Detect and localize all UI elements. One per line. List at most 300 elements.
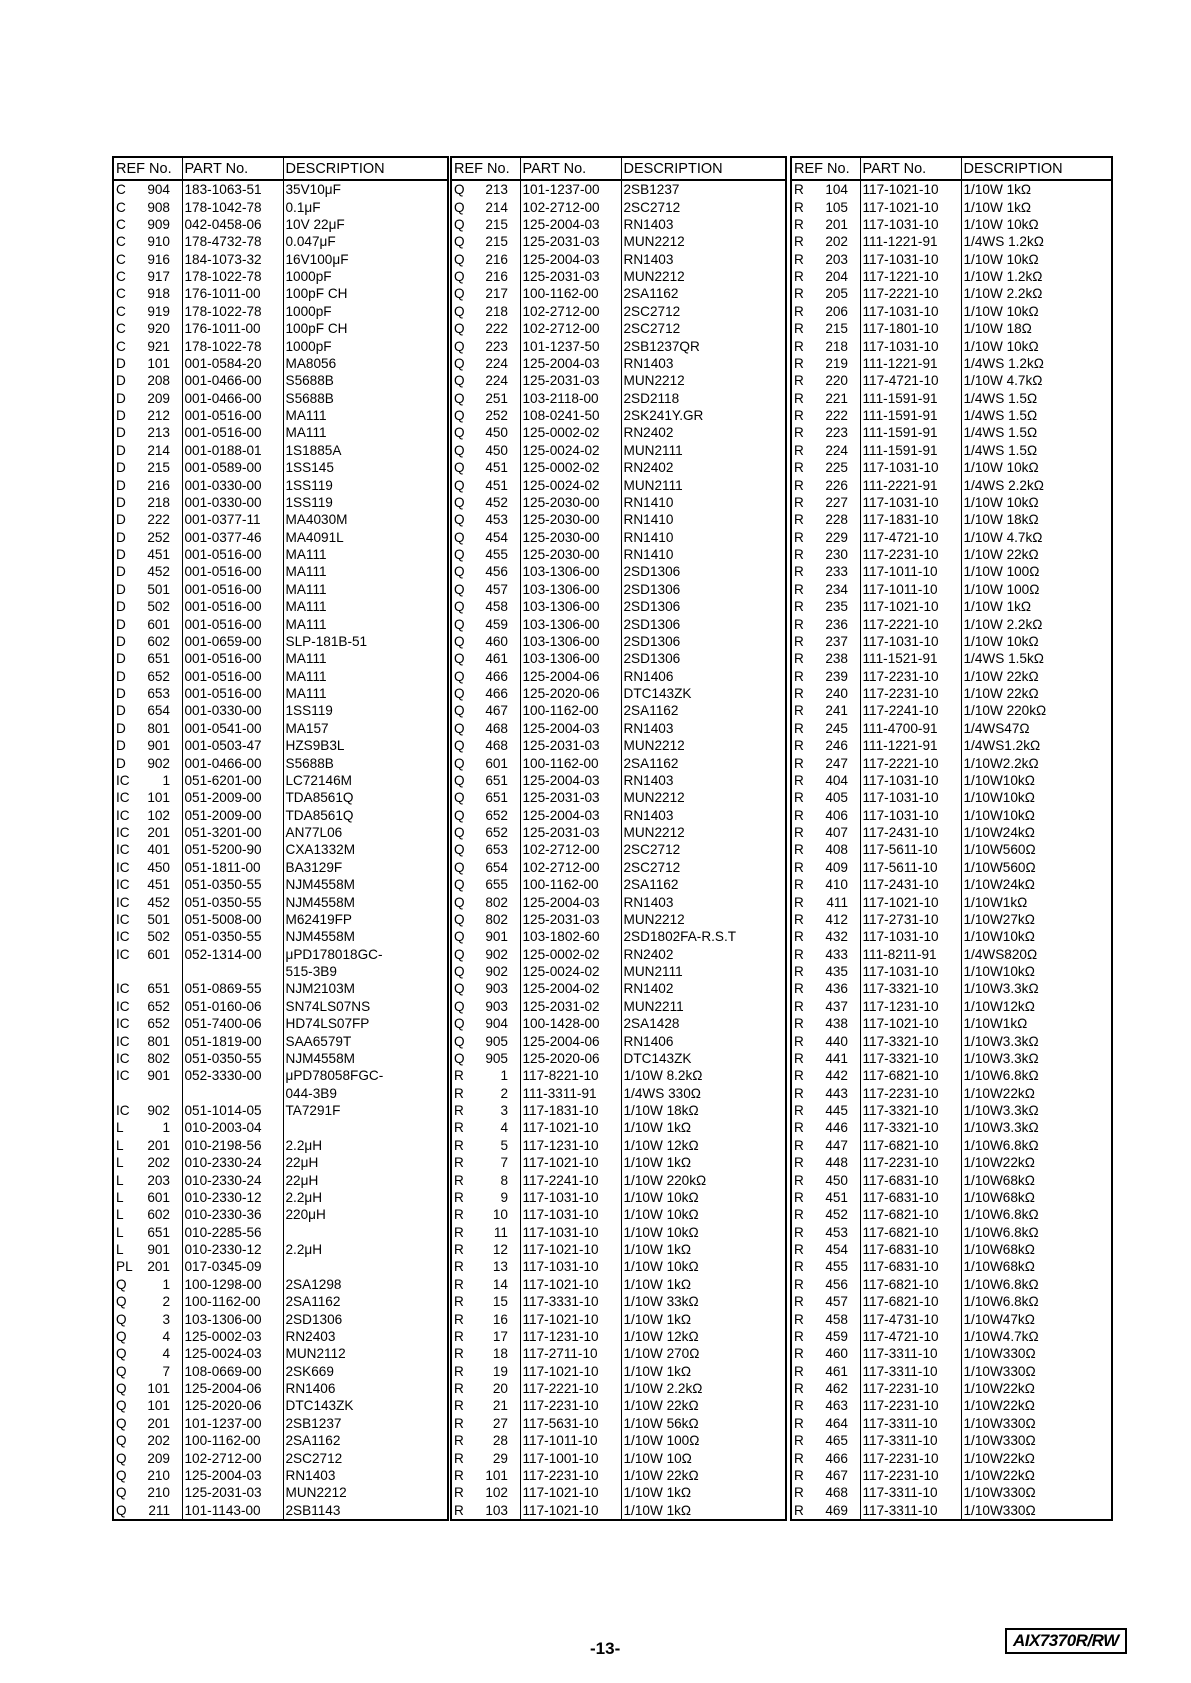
- part-number: 001-0516-00: [182, 668, 283, 685]
- table-row: [114, 1241, 447, 1258]
- ref-number: 921: [147, 338, 170, 354]
- part-number: 001-0516-00: [182, 424, 283, 441]
- ref-number: 451: [825, 1189, 848, 1205]
- ref-cell: [114, 337, 182, 354]
- description: 1/10W 220kΩ: [623, 1172, 707, 1188]
- ref-number: 209: [147, 1450, 170, 1466]
- ref-cell: [792, 320, 860, 337]
- ref-cell: [452, 720, 520, 737]
- table-row: [114, 233, 447, 250]
- ref-type: R: [794, 477, 804, 493]
- ref-type: R: [794, 738, 804, 754]
- table-row: [792, 1293, 1111, 1310]
- part-number: 051-5200-90: [182, 841, 283, 858]
- ref-type: IC: [116, 1103, 130, 1119]
- ref-type: R: [794, 1259, 804, 1275]
- table-row: [452, 772, 785, 789]
- ref-type: C: [116, 338, 126, 354]
- description: 1/10W10kΩ: [963, 772, 1035, 788]
- part-number: 117-3321-10: [860, 1102, 961, 1119]
- description: SAA6579T: [285, 1033, 352, 1049]
- part-number: 117-6821-10: [860, 1276, 961, 1293]
- ref-cell: [114, 789, 182, 806]
- ref-cell: [792, 841, 860, 858]
- part-number: 001-0330-00: [182, 702, 283, 719]
- ref-number: 916: [147, 251, 170, 267]
- table-row: [452, 928, 785, 945]
- ref-type: Q: [454, 946, 465, 962]
- ref-type: IC: [116, 1016, 130, 1032]
- ref-cell: [792, 1415, 860, 1432]
- table-row: [452, 633, 785, 650]
- ref-number: 102: [485, 1485, 508, 1501]
- ref-type: IC: [116, 894, 130, 910]
- ref-cell: [114, 720, 182, 737]
- part-number: 117-1031-10: [860, 772, 961, 789]
- table-row: [792, 1380, 1111, 1397]
- ref-number: 202: [147, 1433, 170, 1449]
- table-row: [114, 1085, 447, 1102]
- table-row: [114, 1484, 447, 1501]
- ref-type: D: [116, 494, 126, 510]
- part-number: 125-2004-03: [520, 772, 621, 789]
- ref-type: Q: [454, 564, 465, 580]
- table-row: [792, 459, 1111, 476]
- description: 1/10W3.3kΩ: [963, 1050, 1039, 1066]
- ref-cell: [114, 633, 182, 650]
- description: 1/4WS 1.2kΩ: [963, 355, 1044, 371]
- ref-type: Q: [116, 1363, 127, 1379]
- ref-cell: [792, 668, 860, 685]
- ref-number: 903: [485, 998, 508, 1014]
- description: 2SC2712: [623, 199, 681, 215]
- description: 2SB1143: [285, 1502, 341, 1518]
- ref-type: R: [794, 1242, 804, 1258]
- table-row: [792, 1154, 1111, 1171]
- ref-number: 235: [825, 599, 848, 615]
- ref-number: 452: [147, 564, 170, 580]
- description: MA111: [285, 425, 327, 441]
- part-number: 010-2198-56: [182, 1137, 283, 1154]
- ref-cell: [114, 511, 182, 528]
- ref-number: 18: [492, 1346, 508, 1362]
- ref-number: 214: [147, 442, 170, 458]
- table-row: [452, 789, 785, 806]
- ref-number: 468: [485, 720, 508, 736]
- ref-cell: [452, 303, 520, 320]
- ref-type: Q: [454, 199, 465, 215]
- ref-cell: [114, 303, 182, 320]
- table-row: [452, 598, 785, 615]
- table-row: [114, 529, 447, 546]
- table-row: [114, 251, 447, 268]
- ref-type: R: [454, 1242, 464, 1258]
- ref-cell: [114, 893, 182, 910]
- part-number: 001-0466-00: [182, 372, 283, 389]
- ref-number: 466: [485, 668, 508, 684]
- ref-number: 215: [825, 321, 848, 337]
- part-number: 125-2031-03: [182, 1484, 283, 1501]
- ref-number: 1: [500, 1068, 508, 1084]
- part-number: 108-0669-00: [182, 1363, 283, 1380]
- ref-type: Q: [454, 373, 465, 389]
- table-row: [792, 1310, 1111, 1327]
- table-row: [452, 911, 785, 928]
- ref-cell: [114, 529, 182, 546]
- ref-number: 216: [485, 269, 508, 285]
- ref-cell: [452, 1171, 520, 1188]
- description: 0.1μF: [285, 199, 321, 215]
- part-number: 117-1031-10: [860, 928, 961, 945]
- part-number: 117-3311-10: [860, 1484, 961, 1501]
- part-number: 125-2031-02: [520, 998, 621, 1015]
- ref-number: 9: [500, 1189, 508, 1205]
- ref-number: 210: [147, 1485, 170, 1501]
- part-number: 103-1306-00: [520, 615, 621, 632]
- ref-type: D: [116, 686, 126, 702]
- ref-cell: [792, 198, 860, 215]
- ref-cell: [452, 911, 520, 928]
- part-number: 125-2004-03: [182, 1467, 283, 1484]
- part-number: 117-1031-10: [860, 963, 961, 980]
- ref-cell: [792, 372, 860, 389]
- ref-type: Q: [454, 408, 465, 424]
- part-number: 117-6821-10: [860, 1224, 961, 1241]
- table-row: [452, 1241, 785, 1258]
- ref-type: Q: [454, 269, 465, 285]
- description: RN1403: [623, 355, 674, 371]
- ref-cell: [452, 1345, 520, 1362]
- ref-cell: [452, 685, 520, 702]
- description: 1/10W3.3kΩ: [963, 1120, 1039, 1136]
- description: RN2402: [623, 425, 674, 441]
- ref-number: 454: [485, 529, 508, 545]
- table-row: [792, 824, 1111, 841]
- table-row: [452, 476, 785, 493]
- part-number: 100-1162-00: [520, 285, 621, 302]
- table-row: [792, 911, 1111, 928]
- part-number: 001-0516-00: [182, 581, 283, 598]
- ref-cell: [792, 285, 860, 302]
- ref-cell: [114, 1241, 182, 1258]
- ref-cell: [792, 303, 860, 320]
- ref-number: 21: [492, 1398, 508, 1414]
- ref-cell: [114, 615, 182, 632]
- ref-type: R: [794, 1311, 804, 1327]
- description: 1/10W6.8kΩ: [963, 1294, 1039, 1310]
- part-number: 051-6201-00: [182, 772, 283, 789]
- ref-type: R: [454, 1467, 464, 1483]
- ref-cell: [114, 233, 182, 250]
- ref-cell: [452, 598, 520, 615]
- part-number: 125-2020-06: [520, 685, 621, 702]
- description: 1/10W 10kΩ: [963, 633, 1039, 649]
- ref-type: D: [116, 547, 126, 563]
- ref-number: 651: [147, 981, 170, 997]
- description: 1/10W 100Ω: [963, 564, 1040, 580]
- part-number: 117-6821-10: [860, 1137, 961, 1154]
- description: RN1403: [623, 807, 674, 823]
- table-row: [792, 615, 1111, 632]
- ref-type: R: [794, 1467, 804, 1483]
- ref-number: 903: [485, 981, 508, 997]
- part-number: 125-0002-02: [520, 946, 621, 963]
- ref-cell: [114, 1137, 182, 1154]
- ref-type: R: [454, 1294, 464, 1310]
- ref-type: D: [116, 390, 126, 406]
- description: 1/10W68kΩ: [963, 1242, 1035, 1258]
- description: 1/4WS 1.5Ω: [963, 442, 1038, 458]
- ref-cell: [452, 876, 520, 893]
- ref-cell: [452, 1467, 520, 1484]
- part-number: 117-2231-10: [520, 1397, 621, 1414]
- ref-cell: [452, 1032, 520, 1049]
- table-row: [452, 1032, 785, 1049]
- ref-cell: [452, 668, 520, 685]
- ref-number: 210: [147, 1467, 170, 1483]
- ref-type: Q: [454, 234, 465, 250]
- ref-number: 901: [147, 1242, 170, 1258]
- ref-number: 101: [147, 1381, 170, 1397]
- part-number: 117-2221-10: [860, 754, 961, 771]
- table-row: [452, 285, 785, 302]
- ref-cell: [452, 702, 520, 719]
- ref-number: 212: [147, 408, 170, 424]
- part-number: 178-1022-78: [182, 337, 283, 354]
- ref-number: 459: [825, 1328, 848, 1344]
- ref-type: Q: [454, 321, 465, 337]
- description: 1/4WS47Ω: [963, 720, 1030, 736]
- ref-type: D: [116, 720, 126, 736]
- ref-type: R: [794, 1363, 804, 1379]
- description: 1/10W1kΩ: [963, 1016, 1028, 1032]
- table-row: [452, 841, 785, 858]
- ref-cell: [452, 807, 520, 824]
- ref-number: 220: [825, 373, 848, 389]
- ref-type: R: [794, 338, 804, 354]
- ref-type: D: [116, 460, 126, 476]
- ref-cell: [792, 685, 860, 702]
- table-row: [114, 285, 447, 302]
- table-row: [792, 1085, 1111, 1102]
- table-row: [114, 1119, 447, 1136]
- ref-number: 905: [485, 1033, 508, 1049]
- ref-number: 920: [147, 321, 170, 337]
- table-row: [114, 893, 447, 910]
- ref-type: Q: [116, 1294, 127, 1310]
- table-row: [792, 233, 1111, 250]
- description: 2SD1306: [623, 633, 681, 649]
- ref-cell: [114, 180, 182, 198]
- ref-type: Q: [454, 1016, 465, 1032]
- description: 1/10W 10kΩ: [963, 303, 1039, 319]
- description: 1/10W22kΩ: [963, 1398, 1035, 1414]
- ref-cell: [114, 754, 182, 771]
- ref-number: 601: [147, 616, 170, 632]
- part-number: 117-1031-10: [860, 494, 961, 511]
- part-number: 117-3321-10: [860, 1050, 961, 1067]
- description: RN2402: [623, 460, 674, 476]
- part-number: 001-0466-00: [182, 754, 283, 771]
- ref-type: R: [794, 1068, 804, 1084]
- description: S5688B: [285, 373, 334, 389]
- ref-number: 447: [825, 1137, 848, 1153]
- part-number: 001-0659-00: [182, 633, 283, 650]
- part-number: 010-2330-12: [182, 1241, 283, 1258]
- part-number: 117-3311-10: [860, 1415, 961, 1432]
- description: 22μH: [285, 1155, 319, 1171]
- ref-type: R: [794, 686, 804, 702]
- ref-type: Q: [454, 911, 465, 927]
- description: 2SD2118: [623, 390, 680, 406]
- ref-number: 213: [485, 182, 508, 198]
- ref-type: R: [794, 1016, 804, 1032]
- part-number: [182, 963, 283, 980]
- ref-cell: [792, 980, 860, 997]
- part-number: 001-0466-00: [182, 390, 283, 407]
- description: 1/4WS 1.5Ω: [963, 390, 1038, 406]
- ref-cell: [792, 424, 860, 441]
- ref-number: 454: [825, 1242, 848, 1258]
- ref-number: 406: [825, 807, 848, 823]
- table-row: [452, 424, 785, 441]
- table-row: [114, 476, 447, 493]
- description: 1/10W 10kΩ: [963, 494, 1039, 510]
- ref-type: R: [794, 1328, 804, 1344]
- table-row: [114, 668, 447, 685]
- ref-type: Q: [454, 338, 465, 354]
- ref-cell: [792, 511, 860, 528]
- ref-type: IC: [116, 1050, 130, 1066]
- ref-number: 219: [825, 355, 848, 371]
- part-number: 117-1021-10: [520, 1119, 621, 1136]
- description: MA4091L: [285, 529, 344, 545]
- description: 1/10W330Ω: [963, 1502, 1036, 1518]
- description: 1/10W22kΩ: [963, 1467, 1035, 1483]
- ref-type: R: [794, 964, 804, 980]
- ref-type: Q: [454, 703, 465, 719]
- description: NJM4558M: [285, 877, 356, 893]
- ref-type: L: [116, 1189, 124, 1205]
- ref-cell: [792, 1050, 860, 1067]
- table-row: [792, 876, 1111, 893]
- header-description: DESCRIPTION: [283, 158, 447, 180]
- ref-type: IC: [116, 825, 130, 841]
- table-row: [114, 1467, 447, 1484]
- ref-type: C: [116, 182, 126, 198]
- ref-number: 802: [147, 1050, 170, 1066]
- ref-number: 466: [485, 686, 508, 702]
- ref-type: C: [116, 269, 126, 285]
- ref-cell: [452, 841, 520, 858]
- table-row: [452, 807, 785, 824]
- description: 1/10W 100Ω: [623, 1433, 700, 1449]
- description: 1/10W330Ω: [963, 1433, 1036, 1449]
- ref-number: 460: [825, 1346, 848, 1362]
- table-row: [114, 720, 447, 737]
- ref-cell: [792, 1363, 860, 1380]
- ref-number: 446: [825, 1120, 848, 1136]
- ref-cell: [114, 702, 182, 719]
- part-number: 117-2231-10: [860, 685, 961, 702]
- ref-cell: [114, 494, 182, 511]
- description: 1/10W 270Ω: [623, 1346, 700, 1362]
- part-number: 117-1021-10: [860, 893, 961, 910]
- ref-type: Q: [454, 755, 465, 771]
- ref-cell: [452, 459, 520, 476]
- description: RN1403: [623, 720, 674, 736]
- ref-cell: [452, 1310, 520, 1327]
- part-number: 117-1231-10: [860, 998, 961, 1015]
- part-number: 176-1011-00: [182, 285, 283, 302]
- ref-cell: [114, 1119, 182, 1136]
- ref-type: Q: [454, 720, 465, 736]
- description: 1/10W 12kΩ: [623, 1328, 699, 1344]
- table-row: [792, 963, 1111, 980]
- part-number: 111-8211-91: [860, 946, 961, 963]
- part-number: 117-1831-10: [520, 1102, 621, 1119]
- header-part: PART No.: [520, 158, 621, 180]
- ref-cell: [792, 615, 860, 632]
- table-row: [452, 268, 785, 285]
- part-number: 117-3311-10: [860, 1363, 961, 1380]
- table-row: [792, 1432, 1111, 1449]
- ref-number: 1: [162, 1120, 170, 1136]
- ref-type: Q: [454, 512, 465, 528]
- description: 1/10W 1kΩ: [623, 1485, 692, 1501]
- table-row: [452, 233, 785, 250]
- ref-number: 222: [147, 512, 170, 528]
- description: 1/10W 10kΩ: [623, 1259, 699, 1275]
- ref-type: R: [794, 1189, 804, 1205]
- table-row: [452, 1310, 785, 1327]
- description: 0.047μF: [285, 234, 336, 250]
- table-row: [792, 251, 1111, 268]
- ref-type: Q: [454, 877, 465, 893]
- description: MUN2111: [623, 964, 683, 980]
- ref-type: Q: [454, 216, 465, 232]
- ref-number: 222: [825, 408, 848, 424]
- table-row: [114, 1293, 447, 1310]
- ref-number: 445: [825, 1103, 848, 1119]
- ref-cell: [792, 998, 860, 1015]
- ref-number: 236: [825, 616, 848, 632]
- ref-number: 20: [492, 1381, 508, 1397]
- ref-type: D: [116, 703, 126, 719]
- ref-cell: [114, 1258, 182, 1275]
- table-row: [792, 180, 1111, 198]
- ref-cell: [452, 1415, 520, 1432]
- ref-cell: [452, 1363, 520, 1380]
- description: NJM4558M: [285, 894, 356, 910]
- description: MA157: [285, 720, 329, 736]
- ref-type: R: [454, 1155, 464, 1171]
- table-row: [792, 216, 1111, 233]
- part-number: 117-1231-10: [520, 1328, 621, 1345]
- table-row: [792, 1502, 1111, 1519]
- part-number: 001-0589-00: [182, 459, 283, 476]
- ref-cell: [114, 824, 182, 841]
- part-number: 103-2118-00: [520, 390, 621, 407]
- ref-number: 601: [485, 755, 508, 771]
- part-number: 103-1306-00: [520, 633, 621, 650]
- ref-type: D: [116, 425, 126, 441]
- ref-number: 2: [162, 1294, 170, 1310]
- ref-cell: [792, 911, 860, 928]
- ref-cell: [114, 1432, 182, 1449]
- ref-type: C: [116, 303, 126, 319]
- part-number: 001-0584-20: [182, 355, 283, 372]
